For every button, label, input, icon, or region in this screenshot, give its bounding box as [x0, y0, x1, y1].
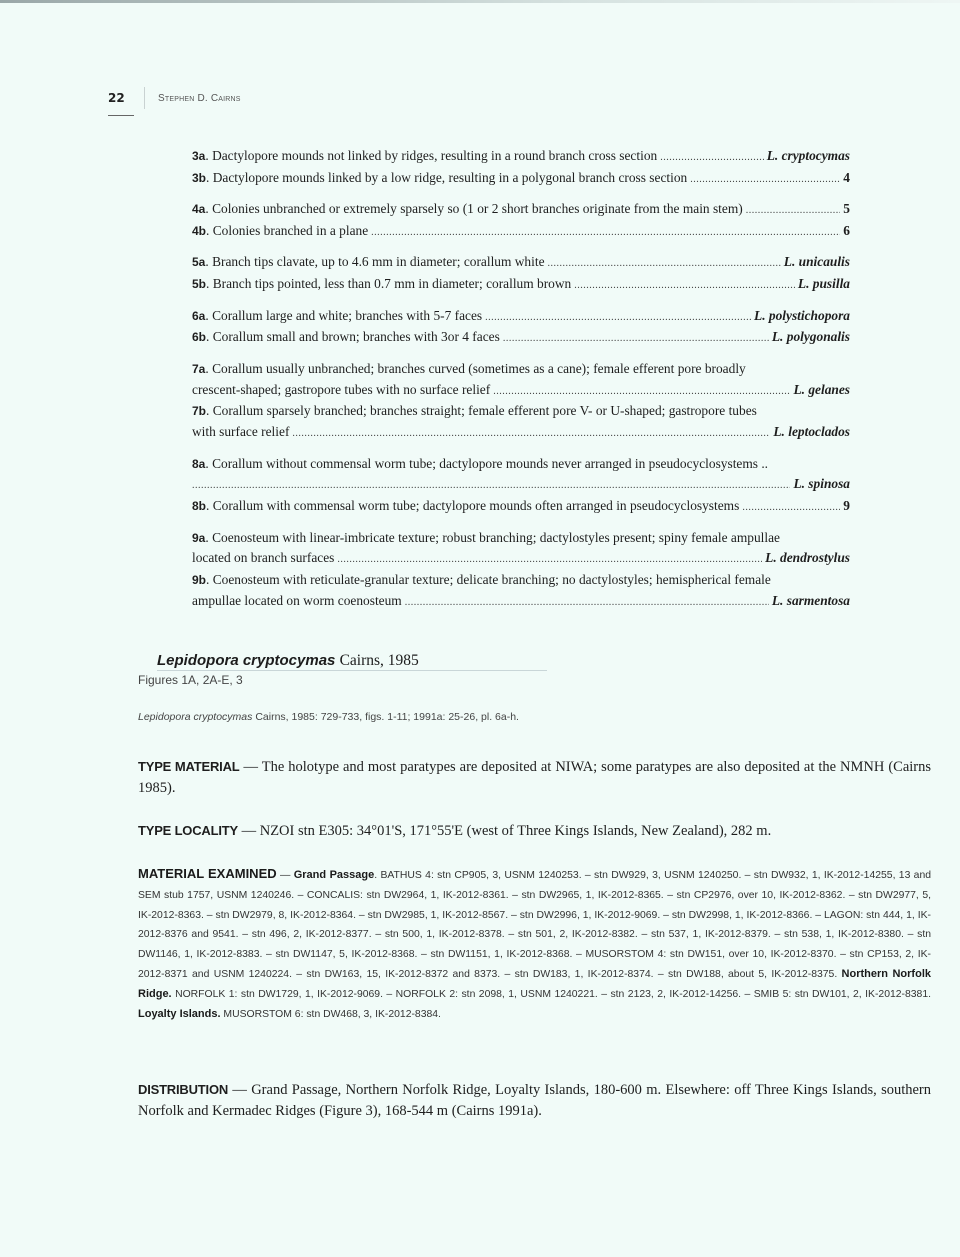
distribution-text: — Grand Passage, Northern Norfolk Ridge, Loyalty Islands, 180-600 m. Elsewhere: off Three Kings Islands, southern Norfolk and Kermadec Ridges (Figure 3), 168-544 m (Cairns 1991a). — [138, 1082, 931, 1119]
couplet-id: 3a — [192, 149, 206, 163]
species-heading-rule — [157, 670, 547, 671]
synonymy-reference: Cairns, 1985: 729-733, figs. 1-11; 1991a: 25-26, pl. 6a-h. — [255, 711, 519, 723]
key-lead — [192, 548, 850, 570]
material-text-1: . BATHUS 4: stn CP905, 3, USNM 1240253. – stn DW929, 3, USNM 1240250. – stn DW932, 1, IK-2012-14255, 13 and SEM stub 1757, USNM 1240246. – CONCALIS: stn DW2964, 1, IK-2012-8361. – stn DW2965, 1, IK-2012-8365. – stn CP2976, over 10, IK-2012-8362. – stn DW2977, 5, IK-2012-8363. – stn DW2979, 8, IK-2012-8364. – stn DW2985, 1, IK-2012-8567. – stn DW2996, 1, IK-2012-9069. – stn DW2998, 1, IK-2012-8366. – LAGON: stn 444, 1, IK-2012-8376 and 9541. – stn 496, 2, IK-2012-8377. – stn 500, 1, IK-2012-8378. – stn 501, 2, IK-2012-8382. – stn 537, 1, IK-2012-8379. – stn 538, 1, IK-2012-8380. – stn DW1146, 1, IK-2012-8383. – stn DW1147, 5, IK-2012-8368. – stn DW1151, 1, IK-2012-8368. – MUSORSTOM 4: stn DW151, over 10, IK-2012-8370. – stn CP153, 2, IK-2012-8371 and USNM 1240224. – stn DW163, 15, IK-2012-8372 and 8373. – stn DW183, 1, IK-2012-8374. – stn DW188, about 5, IK-2012-8375. — [138, 870, 932, 980]
key-couplet — [192, 359, 850, 444]
key-lead: 4b. Colonies branched in a plane ..... 6 — [192, 221, 850, 243]
key-lead-line: 8a. Corallum without commensal worm tube; dactylopore mounds never arranged in pseudocyclosystems .. — [192, 455, 769, 471]
lead-result: 6 — [843, 222, 850, 238]
leader-dots — [485, 308, 751, 328]
couplet-id: 7a — [192, 361, 206, 376]
page-number-rule — [108, 115, 134, 116]
key-lead: 4a. Colonies unbranched or extremely sparsely so (1 or 2 short branches originate from the main stem) ..... 5 — [192, 199, 850, 221]
lead-text: Dactylopore mounds not linked by ridges, resulting in a round branch cross section — [212, 148, 658, 163]
lead-text: Colonies unbranched or extremely sparsely so (1 or 2 short branches originate from the main stem) — [212, 201, 743, 217]
species-heading — [157, 652, 419, 670]
page-number: 22 — [108, 91, 125, 105]
page-edge-shadow — [0, 0, 960, 3]
material-text-3: MUSORSTOM 6: stn DW468, 3, IK-2012-8384. — [220, 1008, 441, 1020]
key-lead: 6a. Corallum large and white; branches with 5-7 faces ..... L. polystichopora — [192, 306, 850, 328]
couplet-id: 4b — [192, 223, 207, 238]
type-material-heading: TYPE MATERIAL — [138, 759, 240, 774]
key-lead: 6b. Corallum small and brown; branches with 3or 4 faces ..... L. polygonalis — [192, 327, 850, 349]
species-authority: Cairns, 1985 — [339, 652, 419, 669]
key-lead: 5a. Branch tips clavate, up to 4.6 mm in diameter; corallum white ..... L. unicaulis — [192, 252, 850, 274]
couplet-id: 9a — [192, 530, 206, 545]
couplet-id: 3b — [192, 170, 207, 185]
lead-text: ampullae located on worm coenosteum — [192, 592, 402, 608]
region-loyalty-islands: Loyalty Islands. — [138, 1007, 221, 1020]
key-lead: 3b. Dactylopore mounds linked by a low ridge, resulting in a polygonal branch cross section ..... 4 — [192, 168, 850, 190]
lead-result: L. pusilla — [797, 276, 850, 292]
lead-result: L. polygonalis — [771, 329, 850, 345]
key-couplet — [192, 146, 850, 190]
leader-dots — [292, 424, 770, 444]
lead-text: Colonies branched in a plane — [212, 222, 369, 238]
key-lead — [192, 380, 850, 402]
key-lead: 8b. Corallum with commensal worm tube; dactylopore mounds often arranged in pseudocyclosystems ..... 9 — [192, 496, 850, 518]
type-material-section — [138, 757, 931, 798]
key-couplet — [192, 199, 850, 243]
lead-result: L. sarmentosa — [771, 592, 850, 608]
species-name: Lepidopora cryptocymas — [157, 652, 336, 669]
leader-dots — [574, 276, 795, 296]
lead-result: 9 — [843, 498, 850, 514]
lead-text: Corallum sparsely branched; branches straight; female efferent pore V- or U-shaped; gastropore tubes — [212, 403, 757, 419]
figure-references: Figures 1A, 2A-E, 3 — [138, 673, 243, 687]
lead-result: L. polystichopora — [754, 307, 850, 323]
lead-text: crescent-shaped; gastropore tubes with no surface relief — [192, 381, 491, 397]
key-lead-line: 9a. Coenosteum with linear-imbricate texture; robust branching; dactylostyles present; spiny female ampullae — [192, 529, 780, 545]
key-lead-line: 7a. Corallum usually unbranched; branches curved (sometimes as a cane); female efferent pore broadly — [192, 360, 746, 376]
heading-dash: — — [276, 870, 294, 881]
leader-dots — [192, 476, 790, 496]
key-couplet — [192, 306, 850, 350]
identification-key — [192, 146, 850, 622]
region-grand-passage: Grand Passage — [293, 869, 375, 881]
key-couplet — [192, 528, 850, 613]
lead-text: Branch tips pointed, less than 0.7 mm in diameter; corallum brown — [212, 276, 572, 292]
lead-result: 5 — [843, 201, 850, 217]
leader-dots — [371, 223, 840, 243]
synonymy — [138, 711, 519, 723]
type-locality-section — [138, 821, 931, 842]
key-couplet — [192, 454, 850, 518]
synonymy-name: Lepidopora cryptocymas — [138, 711, 253, 723]
type-locality-heading: TYPE LOCALITY — [138, 823, 238, 838]
lead-text: Corallum with commensal worm tube; dactylopore mounds often arranged in pseudocyclosystems — [212, 498, 740, 514]
lead-text: Branch tips clavate, up to 4.6 mm in diameter; corallum white — [212, 254, 545, 270]
couplet-id: 6a — [192, 308, 206, 323]
lead-text: Corallum small and brown; branches with 3or 4 faces — [212, 329, 500, 345]
lead-result: L. leptoclados — [773, 424, 850, 440]
region-northern-norfolk-ridge: Northern Norfolk Ridge. — [138, 967, 931, 1000]
key-couplet — [192, 252, 850, 296]
material-text-2: NORFOLK 1: stn DW1729, 1, IK-2012-9069. – NORFOLK 2: stn 2098, 1, USNM 1240221. – stn 2123, 2, IK-2012-14256. – SMIB 5: stn DW101, 2, IK-2012-8381. — [171, 988, 931, 1000]
couplet-id: 5b — [192, 277, 207, 292]
key-lead — [192, 474, 850, 496]
header-divider — [144, 87, 145, 109]
key-lead — [192, 591, 850, 613]
couplet-id: 7b — [192, 404, 207, 419]
lead-result: 4 — [843, 169, 850, 185]
material-examined-section — [138, 864, 931, 1024]
running-head-author: Stephen D. Cairns — [158, 93, 241, 104]
leader-dots — [337, 550, 762, 570]
lead-text: Coenosteum with linear-imbricate texture; robust branching; dactylostyles present; spiny female ampullae — [212, 529, 780, 545]
distribution-heading: DISTRIBUTION — [138, 1082, 229, 1097]
lead-text: located on branch surfaces — [192, 550, 335, 566]
leader-dots — [503, 329, 769, 349]
lead-text: with surface relief — [192, 424, 290, 440]
key-lead: 3a. Dactylopore mounds not linked by ridges, resulting in a round branch cross section ..... L. cryptocymas — [192, 146, 850, 168]
lead-result: L. dendrostylus — [765, 550, 850, 566]
key-lead-line: 7b. Corallum sparsely branched; branches straight; female efferent pore V- or U-shaped; gastropore tubes — [192, 403, 757, 419]
lead-result: L. unicaulis — [783, 254, 850, 270]
leader-dots — [548, 254, 781, 274]
lead-text: Corallum without commensal worm tube; dactylopore mounds never arranged in pseudocyclosystems .. — [212, 455, 769, 471]
type-material-text: — The holotype and most paratypes are deposited at NIWA; some paratypes are also deposited at the NMNH (Cairns 1985). — [138, 759, 932, 796]
couplet-id: 8b — [192, 499, 207, 514]
leader-dots — [660, 148, 763, 168]
leader-dots — [405, 593, 769, 613]
lead-result: L. gelanes — [793, 381, 850, 397]
key-lead — [192, 422, 850, 444]
type-locality-text: — NZOI stn E305: 34°01'S, 171°55'E (west of Three Kings Islands, New Zealand), 282 m. — [241, 823, 772, 839]
key-lead-line: 9b. Coenosteum with reticulate-granular texture; delicate branching; no dactylostyles; hemispherical female — [192, 572, 771, 588]
lead-result: L. cryptocymas — [766, 148, 850, 163]
lead-text: Coenosteum with reticulate-granular texture; delicate branching; no dactylostyles; hemispherical female — [212, 572, 771, 588]
leader-dots — [493, 382, 790, 402]
couplet-id: 5a — [192, 255, 206, 270]
leader-dots — [742, 498, 840, 518]
leader-dots — [690, 170, 840, 190]
lead-text: Dactylopore mounds linked by a low ridge, resulting in a polygonal branch cross section — [212, 169, 688, 185]
lead-result: L. spinosa — [793, 476, 850, 492]
lead-text: Corallum large and white; branches with 5-7 faces — [212, 307, 483, 323]
lead-text: Corallum usually unbranched; branches curved (sometimes as a cane); female efferent pore broadly — [212, 360, 746, 376]
leader-dots — [746, 201, 841, 221]
couplet-id: 9b — [192, 573, 207, 588]
distribution-section — [138, 1080, 931, 1121]
key-lead: 5b. Branch tips pointed, less than 0.7 mm in diameter; corallum brown ..... L. pusilla — [192, 274, 850, 296]
material-examined-heading: MATERIAL EXAMINED — [138, 866, 277, 881]
couplet-id: 8a — [192, 456, 206, 471]
couplet-id: 4a — [192, 202, 206, 217]
couplet-id: 6b — [192, 330, 207, 345]
